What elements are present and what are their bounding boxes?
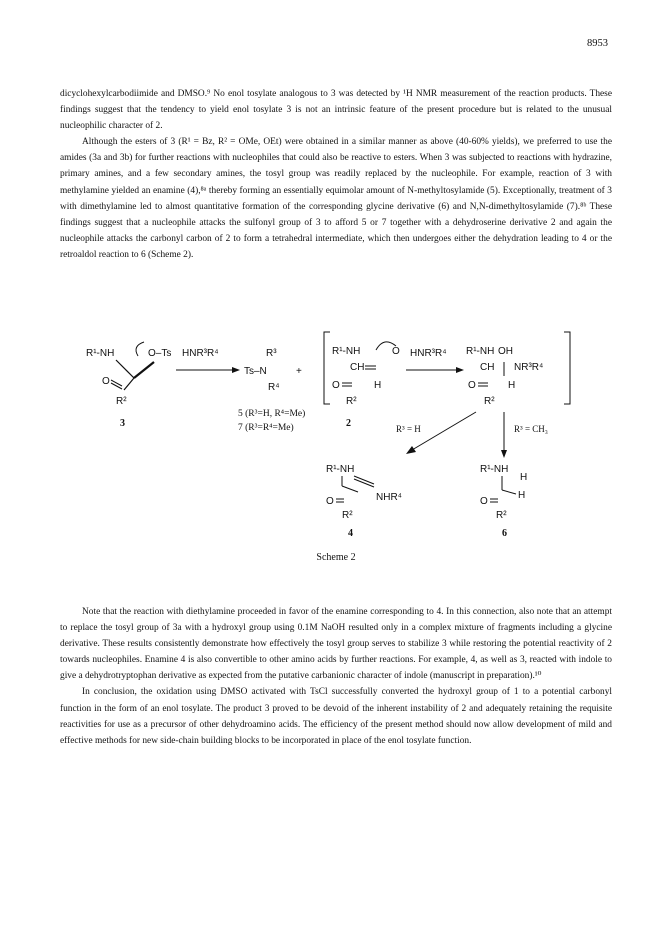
label-tsn: Ts–N [244,366,267,377]
scheme-caption: Scheme 2 [316,552,356,563]
arrowhead-icon [406,446,416,454]
page-number: 8953 [587,38,608,49]
bracket-right [564,332,570,404]
label-r2: R² [346,396,357,407]
label-r2: R² [342,510,353,521]
bond-line [111,380,122,386]
label-r3: R³ [266,348,277,359]
text-block-top [60,86,612,263]
condition-r3ch3: R³ = CH₃ [514,424,548,434]
compound-label-7: 7 (R³=R⁴=Me) [238,423,294,433]
bond-line [502,490,516,494]
label-ots: O–Ts [148,348,172,359]
compound-label-2: 2 [346,418,351,429]
compound-label-5: 5 (R³=H, R⁴=Me) [238,409,306,419]
paragraph: In conclusion, the oxidation using DMSO activated with TsCl successfully converted the hydroxyl group of 1 to a potential carbonyl function in the form of an enol tosylate. The product 3 proved to be devoid of the inherent instability of 2 and adequately retaining the requisite reactivities for use as a precursor of other dehydroamino acids. The efficiency of the present method should now allow development of mild and effective methods for new side-chain building blocks to be incorporated in place of the enol tosylate function. [60,687,612,746]
label-ch: CH [350,362,365,373]
bond-line [111,383,122,389]
label-r2: R² [484,396,495,407]
label-nhr4: NHR⁴ [376,492,402,503]
bond-line [134,362,154,378]
curved-arrow-icon [136,342,144,356]
scheme-diagram [80,326,600,566]
paragraph: dicyclohexylcarbodiimide and DMSO.⁹ No enol tosylate analogous to 3 was detected by ¹H NMR measurement of the reaction products. These findings suggest that the tendency to yield enol tosylate 3 is not an intrinsic feature of the present procedure but is related to the unusual nucleophilic character of 2. [60,89,612,132]
bracket-left [324,332,330,404]
label-h: H [374,380,382,391]
label-r1nh: R¹-NH [86,348,115,359]
label-r2: R² [496,510,507,521]
bond-line [124,378,134,390]
label-o: O [102,376,110,387]
label-hnr3r4: HNR³R⁴ [410,348,447,359]
label-r1nh: R¹-NH [326,464,355,475]
compound-label-4: 4 [348,528,353,539]
label-r1nh: R¹-NH [466,346,495,357]
paragraph: Note that the reaction with diethylamine proceeded in favor of the enamine corresponding to 4. In this connection, also note that an attempt to replace the tosyl group of 3a with a hydroxyl group using 0.1M NaOH resulted only in a complex mixture of fragments including a glycine derivative. These results consistently demonstrate how effectively the tosyl group serves to stabilize 3 while restoring the potential reactivity of 2 towards nucleophiles. Enamine 4 is also convertible to other amino acids by further reactions. For example, 4, as well as 3, reacted with indole to give a dehydrotryptophan derivative as expected from the putative carbanionic character of indole (manuscript in preparation).¹⁰ [60,607,612,682]
reaction-scheme [80,326,600,566]
label-h: H [518,490,526,501]
bond-line [342,486,358,492]
arrowhead-icon [456,367,464,373]
label-nr3r4: NR³R⁴ [514,362,544,373]
label-h: H [508,380,516,391]
label-r4: R⁴ [268,382,280,393]
label-o: O [392,346,400,357]
label-o: O [332,380,340,391]
label-r1nh: R¹-NH [332,346,361,357]
bond-line [116,360,134,378]
compound-label-3: 3 [120,418,125,429]
label-o: O [326,496,334,507]
text-block-bottom [60,604,612,749]
label-o: O [480,496,488,507]
label-r1nh: R¹-NH [480,464,509,475]
label-oh: OH [498,346,513,357]
paragraph: Although the esters of 3 (R¹ = Bz, R² = OMe, OEt) were obtained in a similar manner as above (40-60% yields), we preferred to use the amides (3a and 3b) for further reactions with nucleophiles that could also be reactive to esters. When 3 was subjected to reactions with hydrazine, primary amines, and a few secondary amines, the tosyl group was readily replaced by the nucleophile. For example, reaction of 3 with methylamine yielded an enamine (4),⁸ᵃ thereby forming an essentially equimolar amount of N-methyltosylamide (5). Exceptionally, treatment of 3 with dimethylamine led to almost quantitative formation of the corresponding glycine derivative (6) and N,N-dimethyltosylamide (7).⁸ᵇ These findings suggest that a nucleophile attacks the sulfonyl group of 3 to afford 5 or 7 together with a dehydroserine derivative 2 and again the nucleophile attacks the carbonyl carbon of 2 to form a tetrahedral intermediate, which then undergoes either the dehydration leading to 4 or the retroaldol reaction to 6 (Scheme 2). [60,137,612,260]
label-plus: + [296,366,302,377]
label-o: O [468,380,476,391]
label-r2: R² [116,396,127,407]
label-ch: CH [480,362,495,373]
arrowhead-icon [501,450,507,458]
arrowhead-icon [232,367,240,373]
label-hnr3r4: HNR³R⁴ [182,348,219,359]
label-h: H [520,472,528,483]
reaction-arrow-icon [412,412,476,450]
compound-label-6: 6 [502,528,507,539]
condition-r3h: R³ = H [396,424,421,434]
